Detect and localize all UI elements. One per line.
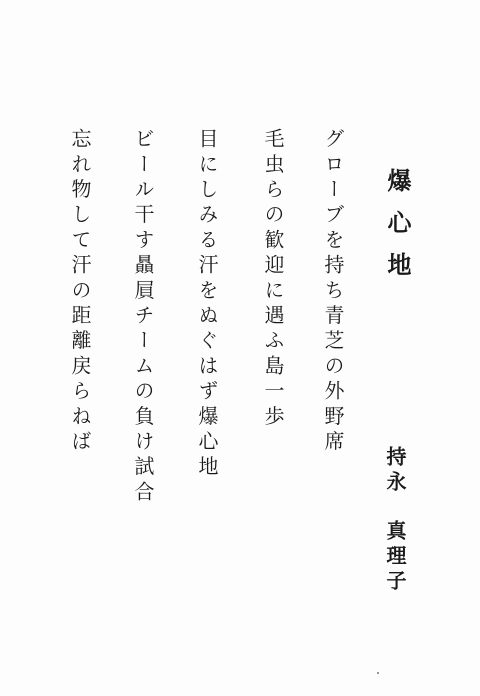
haiku-line-4: ビール干す贔屓チームの負け試合	[131, 128, 155, 506]
author-family-name: 持永	[383, 446, 407, 496]
poem-title: 爆心地	[383, 168, 412, 294]
paper-speck	[377, 672, 379, 674]
haiku-line-3: 目にしみる汗をぬぐはず爆心地	[195, 128, 219, 481]
author-name	[385, 446, 405, 595]
haiku-line-2: 毛虫らの歓迎に遇ふ島一歩	[261, 128, 285, 431]
author-given-name: 真理子	[383, 520, 407, 595]
haiku-line-1: グローブを持ち青芝の外野席	[321, 128, 345, 456]
haiku-line-5: 忘れ物して汗の距離戻らねば	[68, 128, 92, 456]
